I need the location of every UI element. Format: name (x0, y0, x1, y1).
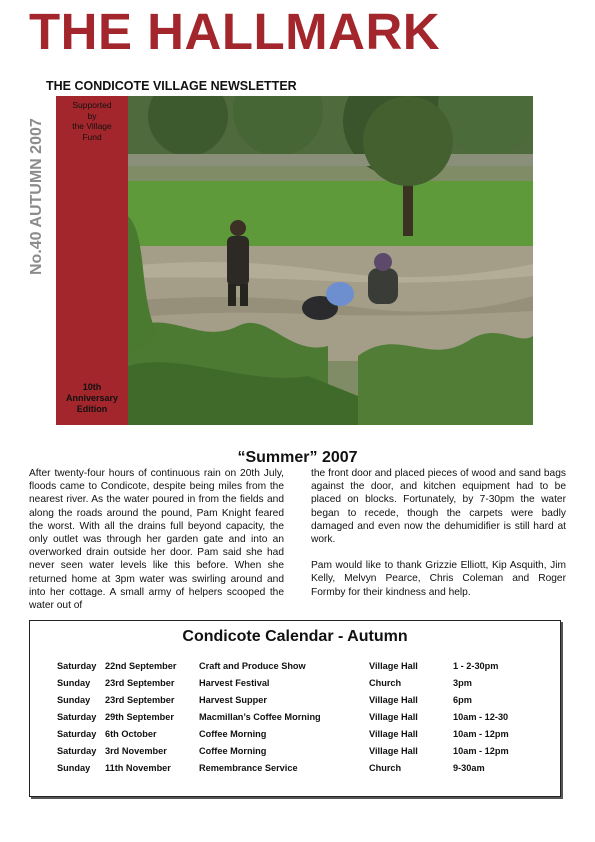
article-paragraph: After twenty-four hours of continuous rain on 20th July, floods came to Condicote, despite being miles from the nearest river. As the water poured in from the fields and along the roads around the pound, Pam Knight feared the worst. With all the drains full beyond capacity, the only outlet was through her garden gate and into an overworked drain outside her door. Pam said she had never seen water levels like this before. When she returned home at 3pm water was swirling around and into her cottage. A small army of helpers scooped the water out of (29, 468, 284, 612)
events-calendar (29, 620, 561, 797)
calendar-row (30, 712, 560, 729)
event-day: Saturday (57, 661, 97, 671)
event-name: Macmillan’s Coffee Morning (199, 712, 321, 722)
fund-line: Fund (82, 131, 102, 142)
event-day: Saturday (57, 729, 97, 739)
anniversary-line: Edition (76, 403, 108, 414)
fund-line: Supported (72, 100, 112, 110)
calendar-row (30, 729, 560, 746)
event-date: 23rd September (105, 695, 175, 705)
event-day: Sunday (57, 763, 91, 773)
fund-line: the Village (72, 121, 112, 132)
event-date: 6th October (105, 729, 157, 739)
event-venue: Village Hall (369, 712, 418, 722)
event-time: 6pm (453, 695, 472, 705)
event-time: 1 - 2-30pm (453, 661, 499, 671)
event-name: Harvest Festival (199, 678, 270, 688)
article-column-left (29, 467, 284, 625)
event-date: 29th September (105, 712, 174, 722)
edition-label: No.40 AUTUMN 2007 (28, 118, 45, 275)
article-paragraph: Pam would like to thank Grizzie Elliott, Kip Asquith, Jim Kelly, Melvyn Pearce, Chris Coleman and Roger Formby for their kindness and help. (311, 560, 566, 598)
calendar-row (30, 695, 560, 712)
flood-photo (128, 96, 533, 425)
calendar-row (30, 746, 560, 763)
event-name: Craft and Produce Show (199, 661, 306, 671)
event-venue: Village Hall (369, 695, 418, 705)
event-time: 3pm (453, 678, 472, 688)
event-day: Sunday (57, 695, 91, 705)
anniversary-line: 10th (82, 382, 102, 392)
event-venue: Church (369, 763, 402, 773)
article-column-right (311, 467, 566, 612)
event-venue: Church (369, 678, 402, 688)
village-fund-note (60, 100, 124, 143)
event-day: Saturday (57, 746, 97, 756)
event-time: 9-30am (453, 763, 485, 773)
event-venue: Village Hall (369, 729, 418, 739)
newsletter-subtitle: THE CONDICOTE VILLAGE NEWSLETTER (46, 79, 297, 93)
event-date: 23rd September (105, 678, 175, 688)
fund-line: by (87, 110, 97, 121)
anniversary-note (60, 382, 124, 414)
article-paragraph: the front door and placed pieces of wood and sand bags against the door, and kitchen equipment had to be placed on blocks. Fortunately, by 7-30pm the water began to recede, though the carpets were badly damaged and even now the dehumidifier is still hard at work. (311, 468, 566, 546)
article-title: “Summer” 2007 (237, 449, 358, 466)
event-name: Harvest Supper (199, 695, 267, 705)
event-date: 22nd September (105, 661, 177, 671)
calendar-row (30, 661, 560, 678)
event-name: Coffee Morning (199, 746, 267, 756)
event-time: 10am - 12pm (453, 746, 509, 756)
event-venue: Village Hall (369, 746, 418, 756)
anniversary-line: Anniversary (65, 392, 119, 403)
event-day: Sunday (57, 678, 91, 688)
event-date: 11th November (105, 763, 171, 773)
calendar-title: Condicote Calendar - Autumn (182, 628, 408, 645)
event-venue: Village Hall (369, 661, 418, 671)
event-time: 10am - 12pm (453, 729, 509, 739)
calendar-row (30, 678, 560, 695)
event-name: Coffee Morning (199, 729, 267, 739)
event-time: 10am - 12-30 (453, 712, 509, 722)
masthead-title: THE HALLMARK (29, 3, 441, 60)
event-day: Saturday (57, 712, 97, 722)
sidebar-banner (56, 96, 128, 425)
event-date: 3rd November (105, 746, 167, 756)
event-name: Remembrance Service (199, 763, 298, 773)
calendar-row (30, 763, 560, 780)
